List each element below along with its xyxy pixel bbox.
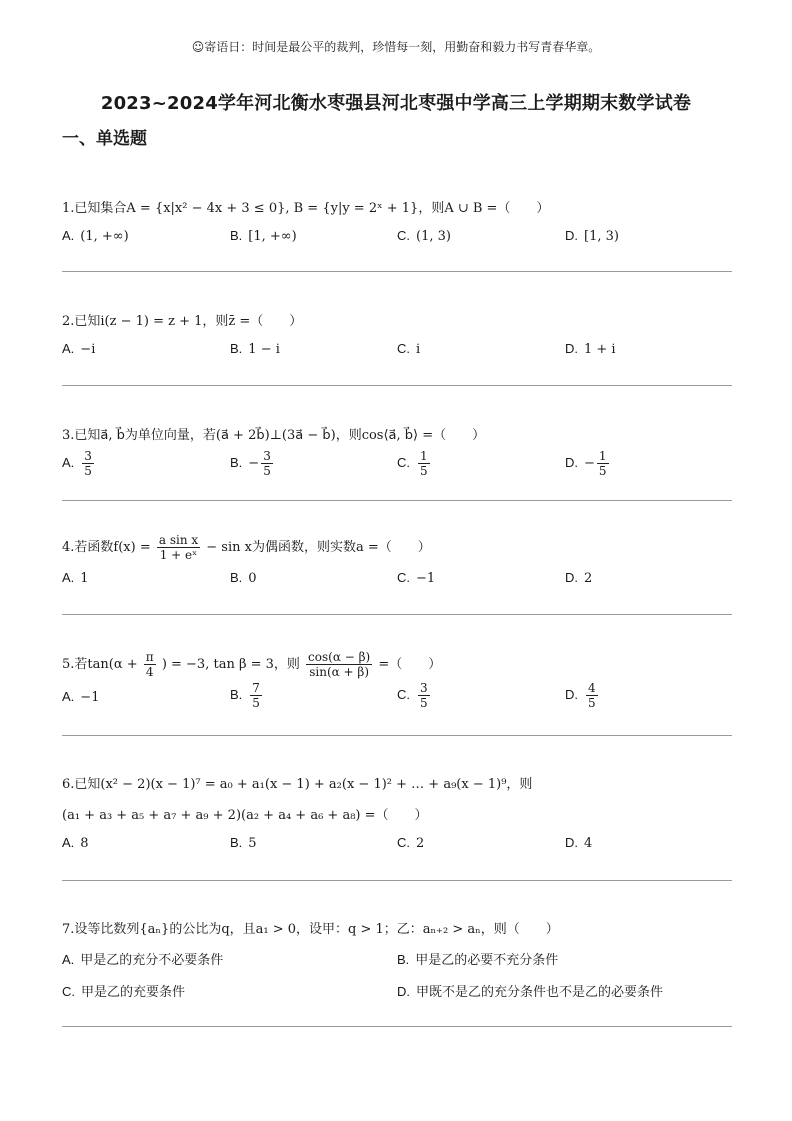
options-row: [62, 981, 732, 1003]
option-c: C. $\frac{1}{5}$: [397, 449, 428, 478]
option-b: B. 0: [230, 570, 257, 586]
option-a: A. $\frac{3}{5}$: [62, 449, 92, 478]
option-c: C. 2: [397, 835, 425, 851]
section-heading: 一、单选题: [62, 129, 147, 149]
option-d: D. 甲既不是乙的充分条件也不是乙的必要条件: [397, 984, 664, 1000]
options-row: [62, 341, 732, 363]
divider: [62, 735, 732, 736]
divider: [62, 880, 732, 881]
option-c: C. $\frac{3}{5}$: [397, 681, 428, 710]
options-row: [62, 449, 732, 483]
option-b: B. 5: [230, 835, 257, 851]
divider: [62, 271, 732, 272]
options-row: [62, 949, 732, 971]
option-d: D. 1 + i: [565, 341, 616, 357]
option-a: A. (1, +∞): [62, 228, 129, 244]
options-row: [62, 681, 732, 715]
option-b: B. − $\frac{3}{5}$: [230, 449, 271, 478]
option-a: A. 1: [62, 570, 89, 586]
option-a: A. 8: [62, 835, 89, 851]
question-stem: 2.已知i(z − 1) = z + 1，则z̄ =（ ）: [62, 314, 303, 329]
question-5: [62, 650, 732, 715]
divider: [62, 385, 732, 386]
option-c: C. −1: [397, 570, 436, 586]
option-c: C. 甲是乙的充要条件: [62, 984, 186, 1000]
divider: [62, 500, 732, 501]
option-d: D. [1, 3): [565, 228, 619, 244]
question-stem: 7.设等比数列{aₙ}的公比为q，且a₁ > 0，设甲：q > 1；乙：aₙ₊₂ > aₙ，则（ ）: [62, 922, 559, 937]
options-row: [62, 570, 732, 592]
question-1: [62, 198, 732, 250]
divider: [62, 1026, 732, 1027]
question-7: [62, 919, 732, 1003]
option-b: B. [1, +∞): [230, 228, 297, 244]
option-d: D. 4: [565, 835, 593, 851]
question-stem: 1.已知集合A = {x|x² − 4x + 3 ≤ 0}, B = {y|y = 2ˣ + 1}，则A ∪ B =（ ）: [62, 201, 550, 216]
motto-line: ☺寄语日：时间是最公平的裁判，珍惜每一刻，用勤奋和毅力书写青春华章。: [191, 40, 601, 54]
option-c: C. (1, 3): [397, 228, 451, 244]
option-a: A. 甲是乙的充分不必要条件: [62, 952, 224, 968]
options-row: [62, 228, 732, 250]
option-a: A. −i: [62, 341, 96, 357]
exam-title: 2023~2024学年河北衡水枣强县河北枣强中学高三上学期期末数学试卷: [100, 93, 692, 114]
question-6: [62, 774, 732, 857]
question-4: [62, 533, 732, 592]
option-d: D. − $\frac{1}{5}$: [565, 449, 607, 478]
question-2: [62, 311, 732, 363]
option-d: D. 2: [565, 570, 593, 586]
option-a: A. −1: [62, 689, 100, 705]
question-stem: 3.已知a⃗, b⃗为单位向量，若(a⃗ + 2b⃗)⊥(3a⃗ − b⃗)，则cos⟨a⃗, b⃗⟩ =（ ）: [62, 428, 486, 443]
option-b: B. 1 − i: [230, 341, 280, 357]
divider: [62, 614, 732, 615]
question-stem-line-2: (a₁ + a₃ + a₅ + a₇ + a₉ + 2)(a₂ + a₄ + a₆ + a₈) =（ ）: [62, 808, 428, 823]
question-3: [62, 425, 732, 483]
option-d: D. $\frac{4}{5}$: [565, 681, 596, 710]
option-c: C. i: [397, 341, 421, 357]
option-b: B. 甲是乙的必要不充分条件: [397, 952, 559, 968]
question-stem: 5.若tan(α + $\frac{\pi}{4}$ ) = −3, tan β = 3，则 $\frac{\cos(\alpha - \beta)}{\sin(\alpha + \beta)}$ =（ ）: [62, 650, 442, 679]
question-stem: 6.已知(x² − 2)(x − 1)⁷ = a₀ + a₁(x − 1) + a₂(x − 1)² + … + a₉(x − 1)⁹，则: [62, 777, 533, 792]
question-stem: 4.若函数f(x) = $\frac{\text{a sin x}}{\text{1 + eˣ}}$ − sin x为偶函数，则实数a =（ ）: [62, 533, 431, 562]
option-b: B. $\frac{7}{5}$: [230, 681, 260, 710]
options-row: [62, 835, 732, 857]
